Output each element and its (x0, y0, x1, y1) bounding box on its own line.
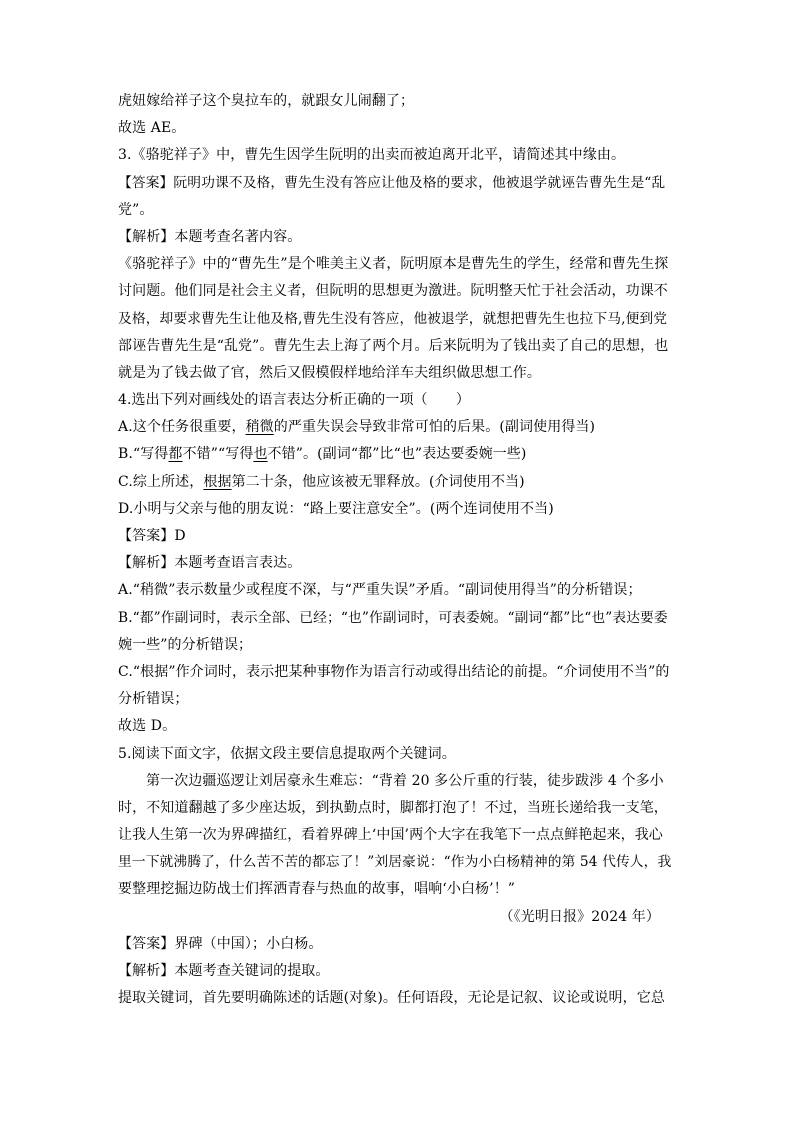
text-line: 讨问题。他们同是社会主义者，但阮明的思想更为激进。阮明整天忙于社会活动，功课不 (118, 283, 668, 300)
question-5: 5.阅读下面文字，依据文段主要信息提取两个关键词。 (118, 745, 456, 762)
text-line: 婉一些”的分析错误； (118, 636, 253, 653)
text-line: 部诬告曹先生是“乱党”。曹先生去上海了两个月。后来阮明为了钱出卖了自己的思想，也 (118, 337, 669, 354)
option-c (118, 469, 670, 496)
option-a (118, 414, 670, 441)
question-3: 3.《骆驼祥子》中，曹先生因学生阮明的出卖而被迫离开北平，请简述其中缘由。 (118, 147, 626, 164)
passage-line: 要整理挖掘边防战士们挥洒青春与热血的故事，唱响‘小白杨’！” (118, 881, 516, 898)
underlined-word: 根据 (203, 473, 232, 490)
option-text: 不错”。(副词“都”比“也”表达要委婉一些) (267, 446, 527, 463)
answer-line: 【答案】阮明功课不及格，曹先生没有答应让他及格的要求，他被退学就诬告曹先生是“乱 (118, 174, 666, 191)
answer-line: 【答案】界碑（中国）；小白杨。 (118, 935, 323, 952)
option-text: 不错”“写得 (182, 446, 254, 463)
answer-line: 【答案】D (118, 528, 186, 544)
underlined-word: 都 (168, 446, 183, 463)
text-line: 党”。 (118, 201, 154, 218)
passage-line: 让我人生第一次为界碑描红，看着界碑上‘中国’两个大字在我笔下一点点鲜艳起来，我心 (118, 827, 663, 844)
option-text: D.小明与父亲与他的朋友说：“路上要注意安全”。(两个连词使用不当) (118, 500, 554, 517)
passage-line: 里一下就沸腾了，什么苦不苦的都忘了！”刘居豪说：“作为小白杨精神的第 54 代传人，我 (118, 854, 672, 871)
text-line: 故选 AE。 (118, 120, 186, 137)
option-text: B.“写得 (118, 446, 169, 463)
text-line: 虎妞嫁给祥子这个臭拉车的，就跟女儿闹翻了； (118, 93, 415, 109)
text-line: 提取关键词，首先要明确陈述的话题(对象)。任何语段，无论是记叙、议论或说明，它总 (118, 990, 665, 1007)
option-d (118, 496, 670, 523)
passage-line: 时，不知道翻越了多少座达坂，到执勤点时，脚都打泡了！不过，当班长递给我一支笔， (118, 799, 668, 816)
document-page (118, 88, 670, 1012)
passage-source: （《光明日报》2024 年） (499, 908, 660, 925)
analysis-line: 【解析】本题考查名著内容。 (118, 228, 302, 245)
underlined-word: 稍微 (245, 419, 274, 436)
option-text: 第二十条，他应该被无罪释放。(介词使用不当) (231, 473, 525, 490)
question-4: 4.选出下列对画线处的语言表达分析正确的一项（ ） (118, 392, 470, 409)
option-b (118, 441, 670, 468)
text-line: C.“根据”作介词时，表示把某种事物作为语言行动或得出结论的前提。“介词使用不当”的 (118, 663, 670, 680)
analysis-line: 【解析】本题考查关键词的提取。 (118, 963, 330, 979)
text-line: 就是为了钱去做了官，然后又假模假样地给洋车夫组织做思想工作。 (118, 364, 541, 381)
text-line: A.“稍微”表示数量少或程度不深，与“严重失误”矛盾。“副词使用得当”的分析错误； (118, 582, 642, 599)
option-text: 的严重失误会导致非常可怕的后果。(副词使用得当) (273, 419, 596, 436)
text-line: 及格，却要求曹先生让他及格,曹先生没有答应，他被退学，就想把曹先生也拉下马,便到党 (118, 310, 668, 327)
option-text: A.这个任务很重要， (118, 419, 246, 436)
underlined-word: 也 (253, 446, 268, 463)
text-line: 《骆驼祥子》中的“曹先生”是个唯美主义者，阮明原本是曹先生的学生，经常和曹先生探 (118, 256, 669, 273)
passage-line: 第一次边疆巡逻让刘居豪永生难忘：“背着 20 多公斤重的行装，徒步跋涉 4 个多小 (146, 772, 664, 789)
text-line: B.“都”作副词时，表示全部、已经；“也”作副词时，可表委婉。“副词“都”比“也”表达要委 (118, 609, 668, 626)
text-line: 分析错误； (118, 691, 189, 708)
analysis-line: 【解析】本题考查语言表达。 (118, 555, 302, 572)
text-line: 故选 D。 (118, 718, 177, 735)
option-text: C.综上所述， (118, 473, 204, 490)
